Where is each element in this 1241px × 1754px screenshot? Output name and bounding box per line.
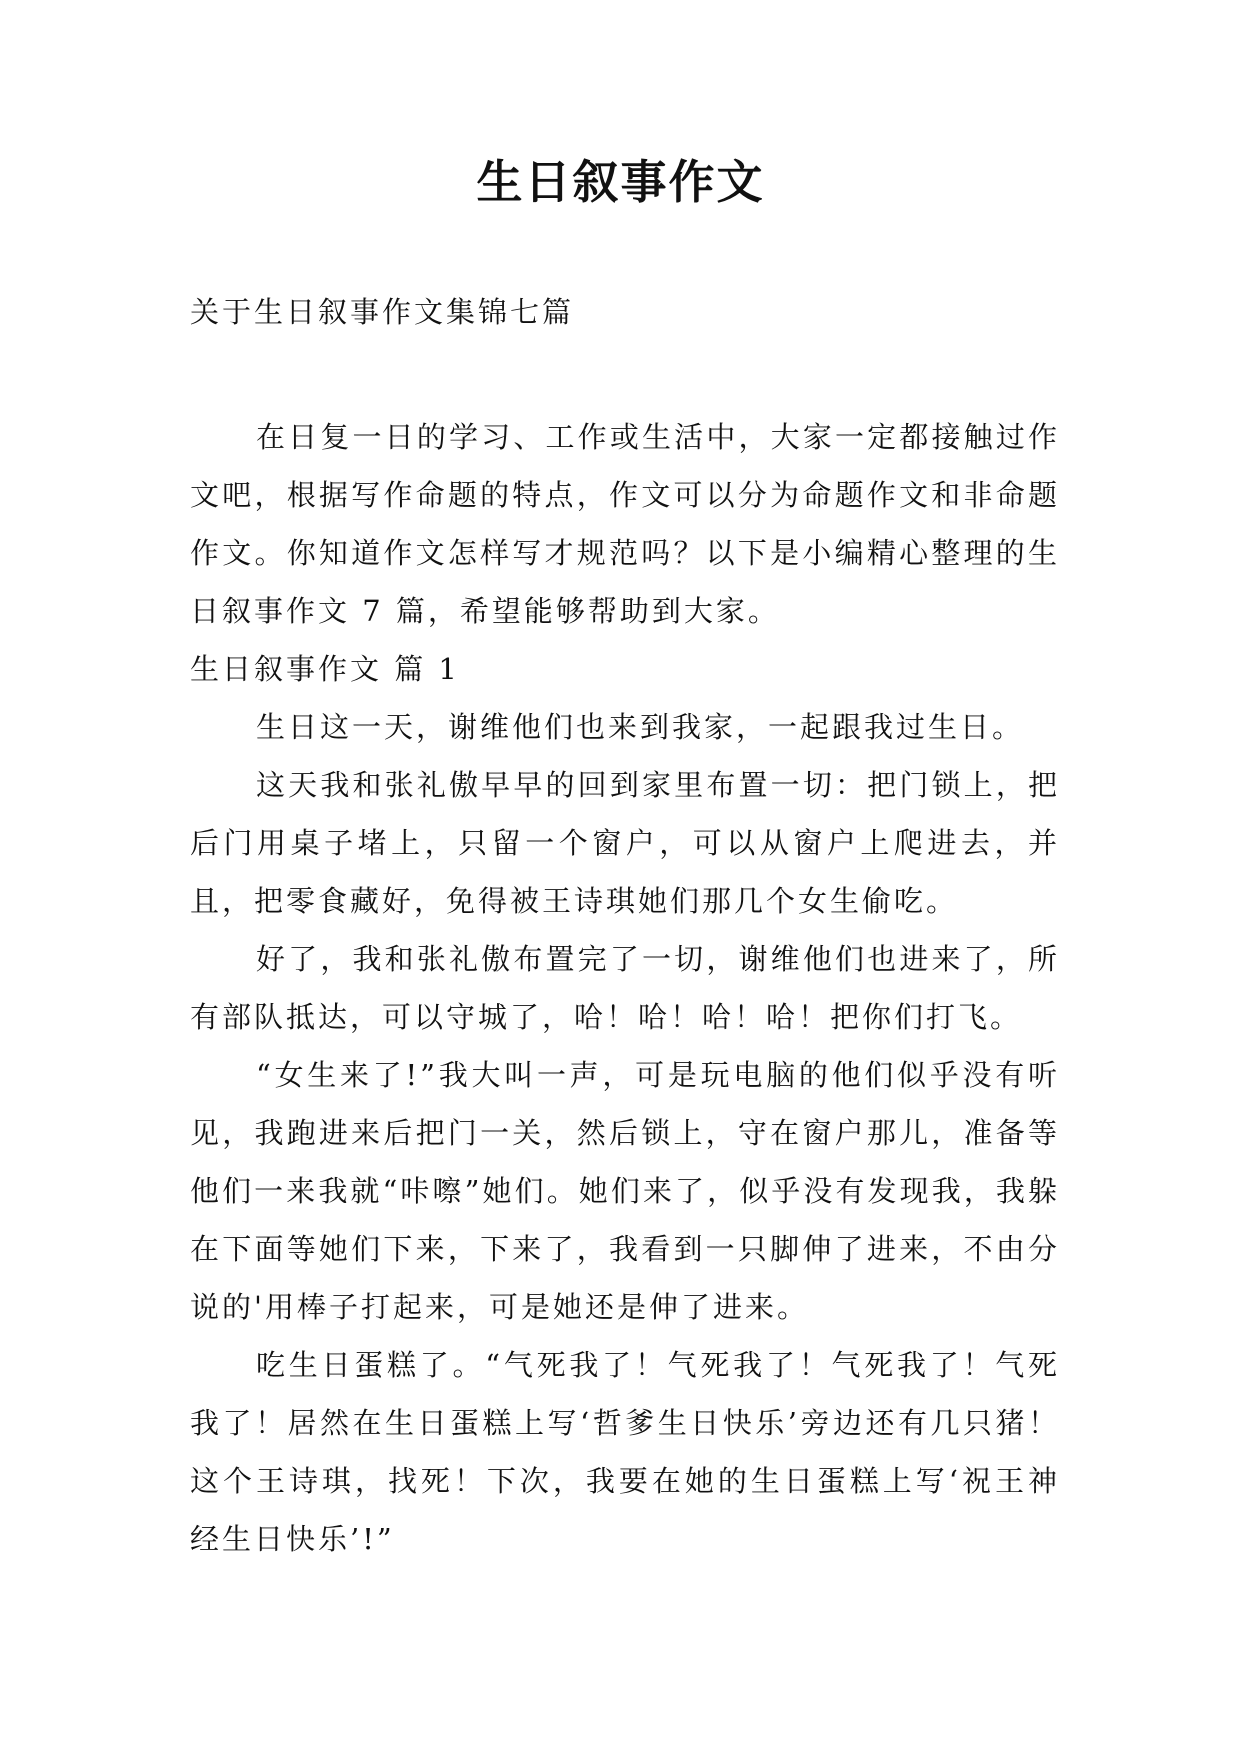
body-paragraph: “女生来了!”我大叫一声，可是玩电脑的他们似乎没有听见，我跑进来后把门一关，然后锁上，守在窗户那儿，准备等他们一来我就“咔嚓”她们。她们来了，似乎没有发现我，我躲在下面等她们下来，下来了，我看到一只脚伸了进来，不由分说的'用棒子打起来，可是她还是伸了进来。 xyxy=(190,1058,1060,1324)
document-body xyxy=(190,408,1060,1568)
body-paragraph: 这天我和张礼傲早早的回到家里布置一切：把门锁上，把后门用桌子堵上，只留一个窗户，可以从窗户上爬进去，并且，把零食藏好，免得被王诗琪她们那几个女生偷吃。 xyxy=(190,768,1060,918)
body-paragraph: 好了，我和张礼傲布置完了一切，谢维他们也进来了，所有部队抵达，可以守城了，哈！哈！哈！哈！把你们打飞。 xyxy=(190,942,1060,1034)
body-paragraph: 生日这一天，谢维他们也来到我家，一起跟我过生日。 xyxy=(256,710,1025,744)
document-title: 生日叙事作文 xyxy=(476,155,765,209)
document-subtitle: 关于生日叙事作文集锦七篇 xyxy=(190,295,575,329)
body-paragraph: 吃生日蛋糕了。“气死我了！气死我了！气死我了！气死我了！居然在生日蛋糕上写‘哲爹生日快乐’旁边还有几只猪！这个王诗琪，找死！下次，我要在她的生日蛋糕上写‘祝王神经生日快乐’!” xyxy=(190,1348,1060,1556)
intro-paragraph: 在日复一日的学习、工作或生活中，大家一定都接触过作文吧，根据写作命题的特点，作文可以分为命题作文和非命题作文。你知道作文怎样写才规范吗？以下是小编精心整理的生日叙事作文 7 篇，希望能够帮助到大家。 xyxy=(190,420,1060,628)
section-heading: 生日叙事作文 篇 1 xyxy=(190,652,460,686)
